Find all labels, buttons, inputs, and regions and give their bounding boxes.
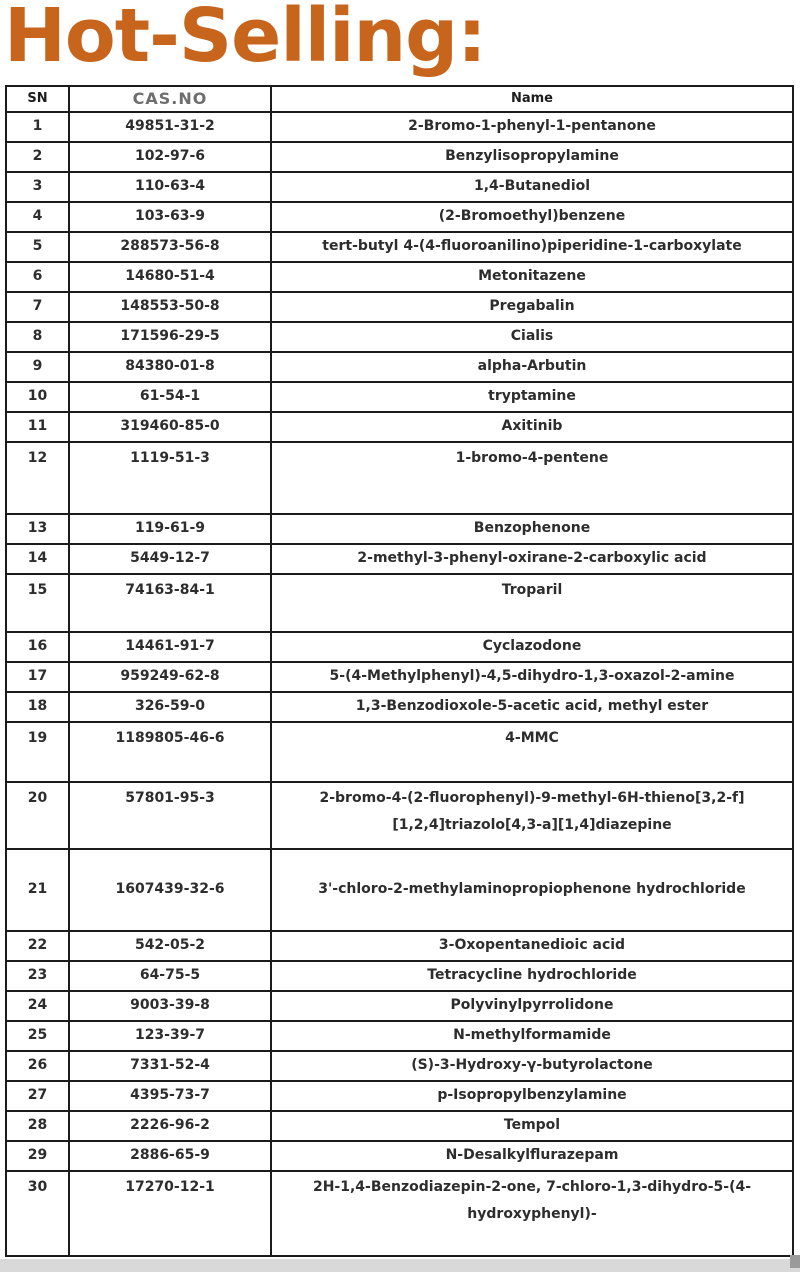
- sn-cell: 29: [6, 1141, 69, 1171]
- sn-cell: 5: [6, 232, 69, 262]
- cas-cell: 9003-39-8: [69, 991, 271, 1021]
- sn-cell: 10: [6, 382, 69, 412]
- table-row: [6, 1111, 793, 1141]
- name-cell: tert-butyl 4-(4-fluoroanilino)piperidine-1-carboxylate: [271, 232, 793, 262]
- sn-cell: 7: [6, 292, 69, 322]
- name-cell: Tetracycline hydrochloride: [271, 961, 793, 991]
- table-row: [6, 544, 793, 574]
- cas-cell: 17270-12-1: [69, 1171, 271, 1256]
- name-cell: 2H-1,4-Benzodiazepin-2-one, 7-chloro-1,3-dihydro-5-(4-hydroxyphenyl)-: [271, 1171, 793, 1256]
- name-cell: alpha-Arbutin: [271, 352, 793, 382]
- sn-cell: 24: [6, 991, 69, 1021]
- cas-cell: 326-59-0: [69, 692, 271, 722]
- table-row: [6, 382, 793, 412]
- name-cell: Cyclazodone: [271, 632, 793, 662]
- sn-cell: 21: [6, 849, 69, 931]
- sn-cell: 4: [6, 202, 69, 232]
- cas-cell: 123-39-7: [69, 1021, 271, 1051]
- cas-cell: 103-63-9: [69, 202, 271, 232]
- cas-cell: 14461-91-7: [69, 632, 271, 662]
- sn-cell: 23: [6, 961, 69, 991]
- name-cell: Cialis: [271, 322, 793, 352]
- table-header-row: [6, 86, 793, 112]
- cas-cell: 119-61-9: [69, 514, 271, 544]
- sn-cell: 14: [6, 544, 69, 574]
- name-cell: N-Desalkylflurazepam: [271, 1141, 793, 1171]
- sn-cell: 9: [6, 352, 69, 382]
- cas-cell: 64-75-5: [69, 961, 271, 991]
- cas-cell: 319460-85-0: [69, 412, 271, 442]
- name-cell: 3-Oxopentanedioic acid: [271, 931, 793, 961]
- table-row: [6, 1081, 793, 1111]
- table-row: [6, 931, 793, 961]
- cas-cell: 49851-31-2: [69, 112, 271, 142]
- sn-cell: 26: [6, 1051, 69, 1081]
- table-row: [6, 202, 793, 232]
- cas-cell: 1119-51-3: [69, 442, 271, 514]
- table-row: [6, 782, 793, 849]
- table-row: [6, 262, 793, 292]
- name-cell: Metonitazene: [271, 262, 793, 292]
- sn-cell: 15: [6, 574, 69, 632]
- cas-cell: 148553-50-8: [69, 292, 271, 322]
- name-cell: N-methylformamide: [271, 1021, 793, 1051]
- cas-cell: 110-63-4: [69, 172, 271, 202]
- name-cell: Benzophenone: [271, 514, 793, 544]
- table-row: [6, 112, 793, 142]
- table-row: [6, 1021, 793, 1051]
- table-row: [6, 849, 793, 931]
- table-row: [6, 1171, 793, 1256]
- cas-cell: 288573-56-8: [69, 232, 271, 262]
- name-cell: (S)-3-Hydroxy-γ-butyrolactone: [271, 1051, 793, 1081]
- table-body: [6, 112, 793, 1256]
- cas-cell: 14680-51-4: [69, 262, 271, 292]
- cas-cell: 57801-95-3: [69, 782, 271, 849]
- cas-cell: 959249-62-8: [69, 662, 271, 692]
- sn-cell: 17: [6, 662, 69, 692]
- cas-cell: 5449-12-7: [69, 544, 271, 574]
- name-cell: Axitinib: [271, 412, 793, 442]
- name-cell: 1,4-Butanediol: [271, 172, 793, 202]
- sn-cell: 28: [6, 1111, 69, 1141]
- sn-cell: 6: [6, 262, 69, 292]
- sn-cell: 3: [6, 172, 69, 202]
- cas-cell: 1189805-46-6: [69, 722, 271, 782]
- name-cell: tryptamine: [271, 382, 793, 412]
- scrollbar-corner[interactable]: [790, 1255, 800, 1268]
- sn-cell: 25: [6, 1021, 69, 1051]
- sn-cell: 13: [6, 514, 69, 544]
- name-cell: 3'-chloro-2-methylaminopropiophenone hydrochloride: [271, 849, 793, 931]
- sn-cell: 18: [6, 692, 69, 722]
- cas-cell: 74163-84-1: [69, 574, 271, 632]
- table-row: [6, 692, 793, 722]
- sn-cell: 22: [6, 931, 69, 961]
- name-cell: 1,3-Benzodioxole-5-acetic acid, methyl ester: [271, 692, 793, 722]
- table-row: [6, 172, 793, 202]
- table-row: [6, 514, 793, 544]
- name-cell: 2-bromo-4-(2-fluorophenyl)-9-methyl-6H-thieno[3,2-f][1,2,4]triazolo[4,3-a][1,4]diazepine: [271, 782, 793, 849]
- cas-cell: 1607439-32-6: [69, 849, 271, 931]
- table-row: [6, 412, 793, 442]
- name-cell: Troparil: [271, 574, 793, 632]
- table-row: [6, 292, 793, 322]
- cas-cell: 84380-01-8: [69, 352, 271, 382]
- cas-cell: 542-05-2: [69, 931, 271, 961]
- sn-cell: 19: [6, 722, 69, 782]
- cas-cell: 61-54-1: [69, 382, 271, 412]
- page-title: Hot-Selling:: [4, 0, 486, 79]
- sn-cell: 1: [6, 112, 69, 142]
- name-cell: p-Isopropylbenzylamine: [271, 1081, 793, 1111]
- sn-cell: 20: [6, 782, 69, 849]
- sn-cell: 27: [6, 1081, 69, 1111]
- sn-cell: 2: [6, 142, 69, 172]
- name-cell: Tempol: [271, 1111, 793, 1141]
- name-cell: 5-(4-Methylphenyl)-4,5-dihydro-1,3-oxazol-2-amine: [271, 662, 793, 692]
- name-cell: 2-Bromo-1-phenyl-1-pentanone: [271, 112, 793, 142]
- table-row: [6, 961, 793, 991]
- table-row: [6, 722, 793, 782]
- table-row: [6, 232, 793, 262]
- sn-cell: 11: [6, 412, 69, 442]
- sn-cell: 8: [6, 322, 69, 352]
- table-row: [6, 662, 793, 692]
- sn-cell: 12: [6, 442, 69, 514]
- name-cell: 4-MMC: [271, 722, 793, 782]
- column-header-sn: SN: [6, 86, 69, 112]
- table-row: [6, 632, 793, 662]
- table-row: [6, 574, 793, 632]
- table-row: [6, 322, 793, 352]
- table-row: [6, 142, 793, 172]
- name-cell: Pregabalin: [271, 292, 793, 322]
- name-cell: Benzylisopropylamine: [271, 142, 793, 172]
- cas-cell: 102-97-6: [69, 142, 271, 172]
- column-header-name: Name: [271, 86, 793, 112]
- cas-cell: 4395-73-7: [69, 1081, 271, 1111]
- table-row: [6, 442, 793, 514]
- sn-cell: 30: [6, 1171, 69, 1256]
- hot-selling-table: [5, 85, 794, 1257]
- name-cell: 1-bromo-4-pentene: [271, 442, 793, 514]
- column-header-cas-no: CAS.NO: [69, 86, 271, 112]
- table-row: [6, 991, 793, 1021]
- name-cell: Polyvinylpyrrolidone: [271, 991, 793, 1021]
- name-cell: 2-methyl-3-phenyl-oxirane-2-carboxylic acid: [271, 544, 793, 574]
- table-row: [6, 1051, 793, 1081]
- cas-cell: 7331-52-4: [69, 1051, 271, 1081]
- cas-cell: 171596-29-5: [69, 322, 271, 352]
- table-row: [6, 1141, 793, 1171]
- name-cell: (2-Bromoethyl)benzene: [271, 202, 793, 232]
- sn-cell: 16: [6, 632, 69, 662]
- cas-cell: 2226-96-2: [69, 1111, 271, 1141]
- table-row: [6, 352, 793, 382]
- bottom-strip: [0, 1259, 800, 1272]
- cas-cell: 2886-65-9: [69, 1141, 271, 1171]
